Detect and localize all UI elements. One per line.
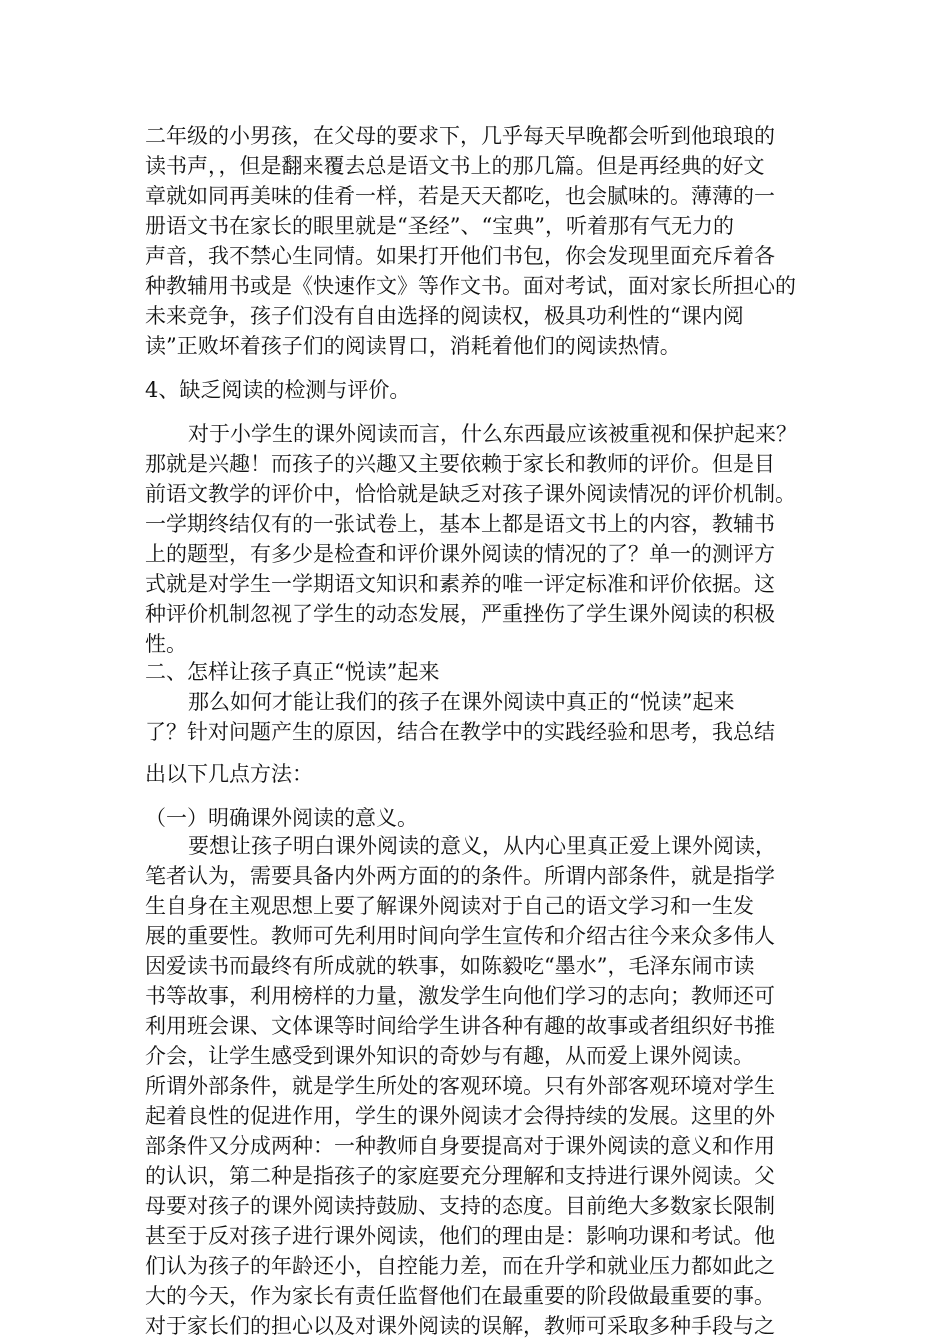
text-line: 种教辅用书或是《快速作文》等作文书。面对考试，面对家长所担心的	[145, 274, 796, 298]
section-heading: （一）明确课外阅读的意义。	[145, 806, 418, 830]
text-line: 二年级的小男孩，在父母的要求下，几乎每天早晚都会听到他琅琅的	[145, 124, 775, 148]
text-line: 读”正败坏着孩子们的阅读胃口，消耗着他们的阅读热情。	[145, 334, 681, 358]
text-line: 对于小学生的课外阅读而言，什么东西最应该被重视和保护起来？	[188, 422, 797, 446]
text-line: 声音，我不禁心生同情。如果打开他们书包，你会发现里面充斥着各	[145, 244, 775, 268]
text-line: 展的重要性。教师可先利用时间向学生宣传和介绍古往今来众多伟人	[145, 924, 775, 948]
text-line: 读书声，，但是翻来覆去总是语文书上的那几篇。但是再经典的好文	[145, 154, 765, 178]
text-line: 大的今天，作为家长有责任监督他们在最重要的阶段做最重要的事。	[145, 1284, 775, 1308]
text-line: 前语文教学的评价中，恰恰就是缺乏对孩子课外阅读情况的评价机制。	[145, 482, 796, 506]
text-line: 上的题型，有多少是检查和评价课外阅读的情况的了？单一的测评方	[145, 542, 775, 566]
text-line: 式就是对学生一学期语文知识和素养的唯一评定标准和评价依据。这	[145, 572, 775, 596]
text-line: 笔者认为，需要具备内外两方面的的条件。所谓内部条件，就是指学	[145, 864, 775, 888]
text-line: 部条件又分成两种：一种教师自身要提高对于课外阅读的意义和作用	[145, 1134, 775, 1158]
text-line: 那么如何才能让我们的孩子在课外阅读中真正的“悦读”起来	[188, 690, 735, 714]
text-line: 书等故事，利用榜样的力量，激发学生向他们学习的志向；教师还可	[145, 984, 775, 1008]
text-line: 一学期终结仅有的一张试卷上，基本上都是语文书上的内容，教辅书	[145, 512, 775, 536]
text-line: 甚至于反对孩子进行课外阅读，他们的理由是：影响功课和考试。他	[145, 1224, 775, 1248]
text-line: 性。	[145, 632, 187, 656]
text-line: 母要对孩子的课外阅读持鼓励、支持的态度。目前绝大多数家长限制	[145, 1194, 775, 1218]
text-line: 对于家长们的担心以及对课外阅读的误解，教师可采取多种手段与之	[145, 1314, 775, 1338]
text-line: 那就是兴趣！而孩子的兴趣又主要依赖于家长和教师的评价。但是目	[145, 452, 775, 476]
text-line: 利用班会课、文体课等时间给学生讲各种有趣的故事或者组织好书推	[145, 1014, 775, 1038]
text-line: 的认识，第二种是指孩子的家庭要充分理解和支持进行课外阅读。父	[145, 1164, 775, 1188]
text-line: 起着良性的促进作用，学生的课外阅读才会得持续的发展。这里的外	[145, 1104, 775, 1128]
text-line: 出以下几点方法：	[145, 762, 313, 786]
section-heading: 4、缺乏阅读的检测与评价。	[145, 378, 411, 402]
text-line: 介会，让学生感受到课外知识的奇妙与有趣，从而爱上课外阅读。	[145, 1044, 754, 1068]
text-line: 生自身在主观思想上要了解课外阅读对于自己的语文学习和一生发	[145, 894, 754, 918]
text-line: 未来竞争，孩子们没有自由选择的阅读权，极具功利性的“课内阅	[145, 304, 744, 328]
text-line: 要想让孩子明白课外阅读的意义，从内心里真正爱上课外阅读，	[188, 834, 776, 858]
text-line: 了？针对问题产生的原因，结合在教学中的实践经验和思考，我总结	[145, 720, 775, 744]
text-line: 们认为孩子的年龄还小，自控能力差，而在升学和就业压力都如此之	[145, 1254, 775, 1278]
text-line: 因爱读书而最终有所成就的轶事，如陈毅吃“墨水”，毛泽东闹市读	[145, 954, 755, 978]
text-line: 种评价机制忽视了学生的动态发展，严重挫伤了学生课外阅读的积极	[145, 602, 775, 626]
text-line: 所谓外部条件，就是学生所处的客观环境。只有外部客观环境对学生	[145, 1074, 775, 1098]
text-line: 章就如同再美味的佳肴一样，若是天天都吃，也会腻味的。薄薄的一	[145, 184, 775, 208]
text-line: 册语文书在家长的眼里就是“圣经”、“宝典”，听着那有气无力的	[145, 214, 734, 238]
section-heading: 二、怎样让孩子真正“悦读”起来	[145, 660, 440, 684]
